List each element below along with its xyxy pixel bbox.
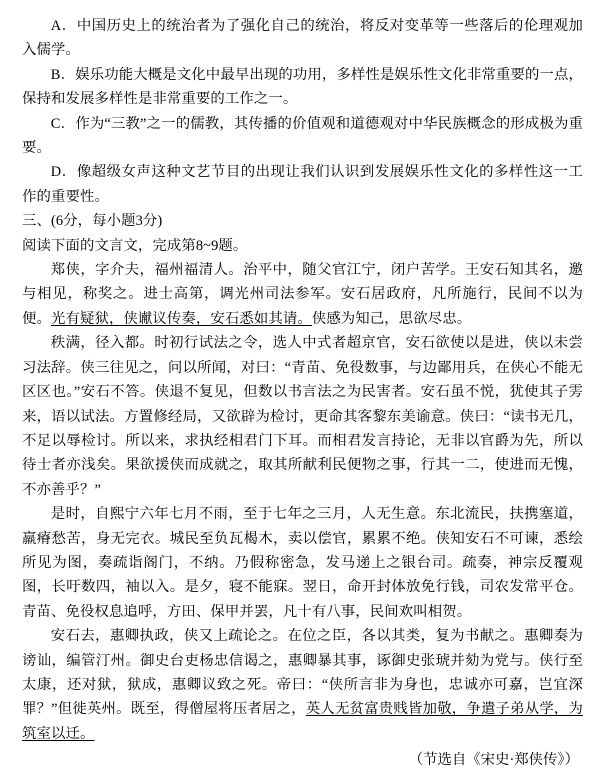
- choice-text-c: 作为“三教”之一的儒教，其传播的价值观和道德观对中华民族概念的形成极为重要。: [22, 115, 583, 157]
- reading-instruction: 阅读下面的文言文，完成第8~9题。: [22, 237, 248, 254]
- choice-option-d: [22, 160, 583, 209]
- choice-label-c: C．: [50, 115, 76, 132]
- passage-paragraph-2: [22, 331, 583, 502]
- passage-segment-plain: 是时，自熙宁六年七月不雨，至于七年之三月，人无生意。东北流民，扶携塞道，羸瘠愁苦，身无完衣。城民至负瓦楬木，卖以偿官，累累不绝。侠知安石不可谏，悉绘所见为图，奏疏诣阁门，不纳。乃假称密急，发马递上之银台司。疏奏，神宗反覆观图，长吁数四，袖以入。是夕，寝不能寐。翌日，命开封体放免行钱，司农发常平仓。青苗、免役权息追呼，方田、保甲并罢，凡十有八事，民间欢叫相贺。: [22, 506, 583, 620]
- passage-segment-plain: 安石去，惠卿执政，侠又上疏论之。在位之臣，各以其类，复为书献之。惠卿奏为谤讪，编管汀州。御史台吏杨忠信谒之，惠卿暴其事，诼御史张琥并劾为党与。侠行至太康，还对狱，狱成，惠卿议致之死。帝曰：“侠所言非为身也，忠诚亦可嘉，岂宜深罪？”但徙英州。既至，得僧屋将压者居之，: [22, 628, 583, 718]
- choice-text-a: 中国历史上的统治者为了强化自己的统治，将反对变革等一些落后的伦理观加入儒学。: [22, 18, 584, 59]
- passage-segment-plain: 侠感为知己，思欲尽忠。: [311, 310, 472, 327]
- choice-label-a: A．: [50, 18, 77, 34]
- passage-paragraph-4: [22, 624, 583, 746]
- passage-segment-underlined: 英人无贫富贵贱皆加敬，争遣子弟从学，为筑室以迁。: [22, 701, 583, 742]
- passage-paragraph-3: [22, 502, 583, 624]
- passage-segment-plain: 秩满，径入都。时初行试法之令，选人中式者超京官，安石欲使以是进，侠以未尝习法辞。侠三往见之，问以所闻，对曰：“青苗、免役数事，与边鄙用兵，在侠心不能无区区也。”安石不答。侠退不复见，但数以书言法之为民害者。安石虽不悦，犹使其子雱来，语以试法。方置修经局，又欲辟为检讨，更命其客黎东美谕意。侠曰：“读书无几，不足以辱检讨。所以来，求执经相君门下耳。而相君发言持论，无非以官爵为先，所以待士者亦浅矣。果欲援侠而成就之，取其所献利民便物之事，行其一二，使进而无愧，不亦善乎？”: [22, 335, 583, 498]
- choice-option-a: [22, 14, 583, 63]
- choice-option-b: [22, 63, 583, 112]
- section-heading: 三、(6分，每小题3分): [22, 213, 163, 230]
- passage-source-citation: （节选自《宋史·郑侠传》）: [408, 752, 579, 769]
- choice-label-d: D．: [50, 164, 77, 181]
- passage-segment-underlined: 光有疑狱，侠谳议传奏，安石悉如其请。: [50, 310, 312, 327]
- choice-text-d: 像超级女声这种文艺节目的出现让我们认识到发展娱乐性文化的多样性这一工作的重要性。: [22, 164, 584, 205]
- passage-paragraph-1: [22, 258, 583, 331]
- choice-label-b: B．: [50, 66, 76, 83]
- passage-segment-plain: 郑侠，字介夫，福州福清人。治平中，随父官江宁，闭户苦学。王安石知其名，邀与相见，称奖之。进士高第，调光州司法参军。安石居政府，凡所施行，民间不以为便。: [22, 262, 583, 327]
- choice-text-b: 娱乐功能大概是文化中最早出现的功用，多样性是娱乐性文化非常重要的一点，保持和发展多样性是非常重要的工作之一。: [22, 66, 583, 108]
- choice-option-c: [22, 112, 583, 161]
